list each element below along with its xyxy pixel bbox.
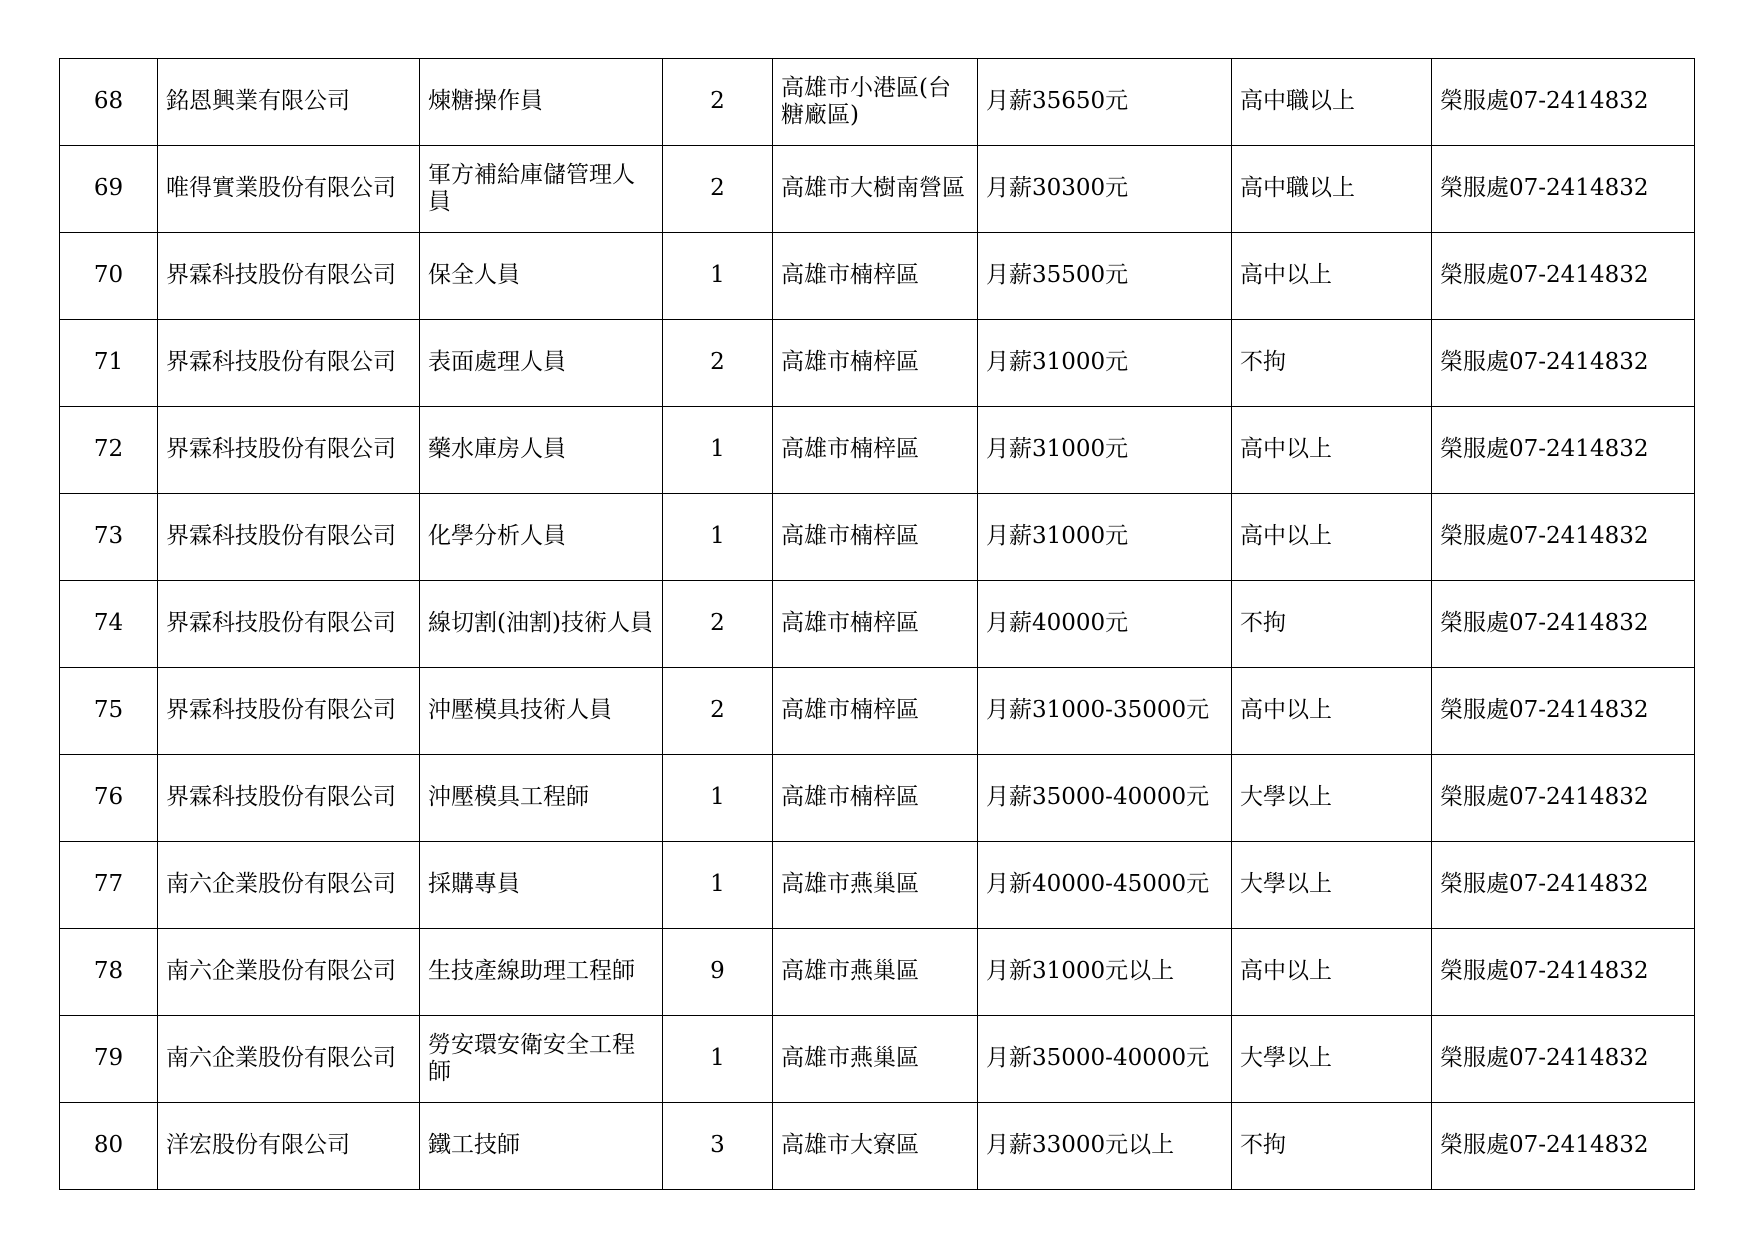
- cell-company-text: 界霖科技股份有限公司: [166, 262, 396, 289]
- cell-no: [60, 146, 158, 233]
- table-row: [60, 581, 1695, 668]
- cell-contact: [1432, 929, 1695, 1016]
- cell-area: [773, 1103, 978, 1190]
- cell-count-text: 2: [710, 697, 725, 724]
- cell-no: [60, 407, 158, 494]
- cell-salary: [978, 929, 1232, 1016]
- cell-company: [158, 842, 420, 929]
- cell-education-text: 高中以上: [1240, 697, 1332, 724]
- cell-company: [158, 581, 420, 668]
- cell-count-text: 2: [710, 349, 725, 376]
- cell-contact-text: 榮服處07-2414832: [1440, 88, 1649, 115]
- cell-company: [158, 1103, 420, 1190]
- cell-job-title: [420, 1016, 663, 1103]
- cell-area-text: 高雄市大寮區: [781, 1132, 919, 1159]
- cell-contact-text: 榮服處07-2414832: [1440, 1132, 1649, 1159]
- cell-no-text: 70: [93, 262, 124, 289]
- cell-no-text: 69: [93, 175, 124, 202]
- cell-job-title: [420, 494, 663, 581]
- cell-contact-text: 榮服處07-2414832: [1440, 436, 1649, 463]
- table-row: [60, 233, 1695, 320]
- cell-area: [773, 146, 978, 233]
- table-row: [60, 842, 1695, 929]
- cell-education: [1232, 842, 1432, 929]
- cell-area-text: 高雄市楠梓區: [781, 610, 919, 637]
- cell-area-text: 高雄市大樹南營區: [781, 175, 965, 202]
- cell-count: [663, 233, 773, 320]
- cell-company-text: 界霖科技股份有限公司: [166, 349, 396, 376]
- cell-contact: [1432, 581, 1695, 668]
- cell-company-text: 南六企業股份有限公司: [166, 871, 396, 898]
- table-row: [60, 407, 1695, 494]
- cell-salary-text: 月新31000元以上: [986, 958, 1175, 985]
- table-row: [60, 146, 1695, 233]
- cell-count-text: 1: [710, 1045, 725, 1072]
- cell-contact-text: 榮服處07-2414832: [1440, 523, 1649, 550]
- cell-salary: [978, 581, 1232, 668]
- cell-salary-text: 月薪40000元: [986, 610, 1129, 637]
- cell-salary-text: 月薪33000元以上: [986, 1132, 1175, 1159]
- cell-no: [60, 233, 158, 320]
- cell-count-text: 2: [710, 88, 725, 115]
- cell-no-text: 68: [93, 88, 124, 115]
- cell-job-title: [420, 59, 663, 146]
- cell-education-text: 大學以上: [1240, 784, 1332, 811]
- cell-contact: [1432, 668, 1695, 755]
- cell-education: [1232, 1103, 1432, 1190]
- cell-education: [1232, 146, 1432, 233]
- cell-education-text: 高中以上: [1240, 958, 1332, 985]
- cell-no: [60, 494, 158, 581]
- cell-contact-text: 榮服處07-2414832: [1440, 1045, 1649, 1072]
- cell-area: [773, 755, 978, 842]
- cell-job-title: [420, 233, 663, 320]
- cell-area-text: 高雄市楠梓區: [781, 697, 919, 724]
- cell-company: [158, 407, 420, 494]
- cell-salary: [978, 755, 1232, 842]
- cell-salary: [978, 407, 1232, 494]
- table-row: [60, 1016, 1695, 1103]
- cell-education: [1232, 407, 1432, 494]
- table-row: [60, 1103, 1695, 1190]
- cell-contact: [1432, 1103, 1695, 1190]
- cell-salary-text: 月薪35500元: [986, 262, 1129, 289]
- table-row: [60, 320, 1695, 407]
- cell-count-text: 2: [710, 610, 725, 637]
- job-listing-table-body: [60, 59, 1695, 1190]
- cell-education: [1232, 233, 1432, 320]
- cell-company: [158, 59, 420, 146]
- cell-area-text: 高雄市燕巢區: [781, 1045, 919, 1072]
- cell-no: [60, 668, 158, 755]
- cell-education: [1232, 494, 1432, 581]
- cell-education-text: 高中以上: [1240, 523, 1332, 550]
- cell-salary-text: 月薪31000-35000元: [986, 697, 1210, 724]
- cell-contact: [1432, 146, 1695, 233]
- cell-salary-text: 月薪31000元: [986, 523, 1129, 550]
- cell-contact: [1432, 233, 1695, 320]
- cell-count: [663, 146, 773, 233]
- cell-company: [158, 929, 420, 1016]
- cell-company: [158, 233, 420, 320]
- cell-salary-text: 月薪35650元: [986, 88, 1129, 115]
- cell-company-text: 界霖科技股份有限公司: [166, 436, 396, 463]
- cell-education-text: 高中職以上: [1240, 88, 1355, 115]
- cell-job-title-text: 鐵工技師: [428, 1132, 520, 1159]
- cell-no: [60, 929, 158, 1016]
- cell-education-text: 大學以上: [1240, 871, 1332, 898]
- cell-job-title: [420, 668, 663, 755]
- cell-contact-text: 榮服處07-2414832: [1440, 958, 1649, 985]
- cell-salary: [978, 59, 1232, 146]
- cell-education-text: 高中職以上: [1240, 175, 1355, 202]
- cell-area-text: 高雄市楠梓區: [781, 523, 919, 550]
- cell-count: [663, 1016, 773, 1103]
- cell-count: [663, 929, 773, 1016]
- cell-no: [60, 755, 158, 842]
- cell-count-text: 1: [710, 523, 725, 550]
- cell-count-text: 3: [710, 1132, 725, 1159]
- cell-no: [60, 320, 158, 407]
- cell-area: [773, 320, 978, 407]
- cell-education-text: 不拘: [1240, 349, 1286, 376]
- cell-salary: [978, 1103, 1232, 1190]
- cell-area-text: 高雄市楠梓區: [781, 436, 919, 463]
- cell-contact-text: 榮服處07-2414832: [1440, 784, 1649, 811]
- cell-salary: [978, 842, 1232, 929]
- cell-salary-text: 月薪30300元: [986, 175, 1129, 202]
- cell-job-title: [420, 842, 663, 929]
- cell-salary: [978, 320, 1232, 407]
- cell-contact: [1432, 842, 1695, 929]
- cell-company: [158, 494, 420, 581]
- cell-education: [1232, 320, 1432, 407]
- cell-salary: [978, 146, 1232, 233]
- cell-job-title-text: 生技產線助理工程師: [428, 958, 635, 985]
- cell-no: [60, 1103, 158, 1190]
- cell-area: [773, 494, 978, 581]
- cell-salary-text: 月新40000-45000元: [986, 871, 1210, 898]
- cell-area: [773, 407, 978, 494]
- cell-area: [773, 668, 978, 755]
- cell-job-title: [420, 581, 663, 668]
- cell-count: [663, 320, 773, 407]
- cell-contact: [1432, 1016, 1695, 1103]
- cell-no-text: 76: [93, 784, 124, 811]
- cell-job-title: [420, 755, 663, 842]
- cell-job-title: [420, 320, 663, 407]
- cell-job-title: [420, 146, 663, 233]
- cell-salary-text: 月薪31000元: [986, 436, 1129, 463]
- cell-salary: [978, 233, 1232, 320]
- cell-salary-text: 月薪31000元: [986, 349, 1129, 376]
- cell-company: [158, 755, 420, 842]
- cell-contact: [1432, 494, 1695, 581]
- cell-contact-text: 榮服處07-2414832: [1440, 262, 1649, 289]
- cell-company-text: 南六企業股份有限公司: [166, 958, 396, 985]
- cell-no: [60, 59, 158, 146]
- cell-education: [1232, 929, 1432, 1016]
- cell-contact: [1432, 320, 1695, 407]
- cell-contact-text: 榮服處07-2414832: [1440, 697, 1649, 724]
- cell-education-text: 高中以上: [1240, 436, 1332, 463]
- cell-job-title-text: 表面處理人員: [428, 349, 566, 376]
- cell-count: [663, 59, 773, 146]
- table-row: [60, 929, 1695, 1016]
- cell-education: [1232, 59, 1432, 146]
- cell-company: [158, 320, 420, 407]
- cell-count: [663, 494, 773, 581]
- cell-job-title-text: 煉糖操作員: [428, 88, 543, 115]
- cell-count: [663, 668, 773, 755]
- cell-job-title-text: 軍方補給庫儲管理人員: [428, 161, 635, 215]
- cell-count: [663, 581, 773, 668]
- cell-count: [663, 1103, 773, 1190]
- cell-contact-text: 榮服處07-2414832: [1440, 871, 1649, 898]
- cell-company: [158, 146, 420, 233]
- cell-job-title: [420, 407, 663, 494]
- cell-area-text: 高雄市燕巢區: [781, 958, 919, 985]
- cell-contact-text: 榮服處07-2414832: [1440, 175, 1649, 202]
- cell-job-title-text: 線切割(油割)技術人員: [428, 610, 653, 637]
- cell-area: [773, 929, 978, 1016]
- cell-salary: [978, 668, 1232, 755]
- cell-job-title-text: 沖壓模具技術人員: [428, 697, 612, 724]
- cell-contact: [1432, 59, 1695, 146]
- cell-contact: [1432, 407, 1695, 494]
- cell-job-title: [420, 1103, 663, 1190]
- cell-job-title-text: 勞安環安衛安全工程師: [428, 1031, 635, 1085]
- cell-no: [60, 581, 158, 668]
- cell-area-text: 高雄市楠梓區: [781, 784, 919, 811]
- cell-count-text: 1: [710, 262, 725, 289]
- cell-no-text: 79: [93, 1045, 124, 1072]
- cell-company-text: 界霖科技股份有限公司: [166, 523, 396, 550]
- cell-company-text: 界霖科技股份有限公司: [166, 610, 396, 637]
- cell-area: [773, 842, 978, 929]
- table-row: [60, 755, 1695, 842]
- cell-no: [60, 842, 158, 929]
- cell-area: [773, 1016, 978, 1103]
- cell-no-text: 78: [93, 958, 124, 985]
- cell-company-text: 洋宏股份有限公司: [166, 1132, 350, 1159]
- cell-company-text: 銘恩興業有限公司: [166, 88, 350, 115]
- cell-education: [1232, 668, 1432, 755]
- cell-no-text: 72: [93, 436, 124, 463]
- cell-area: [773, 233, 978, 320]
- cell-education-text: 不拘: [1240, 610, 1286, 637]
- cell-company-text: 界霖科技股份有限公司: [166, 697, 396, 724]
- cell-job-title-text: 保全人員: [428, 262, 520, 289]
- cell-area: [773, 59, 978, 146]
- cell-contact-text: 榮服處07-2414832: [1440, 610, 1649, 637]
- cell-count-text: 1: [710, 871, 725, 898]
- cell-job-title-text: 藥水庫房人員: [428, 436, 566, 463]
- cell-count: [663, 842, 773, 929]
- cell-no-text: 73: [93, 523, 124, 550]
- cell-area: [773, 581, 978, 668]
- cell-education-text: 不拘: [1240, 1132, 1286, 1159]
- cell-no: [60, 1016, 158, 1103]
- cell-company: [158, 1016, 420, 1103]
- cell-education: [1232, 1016, 1432, 1103]
- cell-count-text: 1: [710, 784, 725, 811]
- cell-company-text: 南六企業股份有限公司: [166, 1045, 396, 1072]
- cell-company-text: 界霖科技股份有限公司: [166, 784, 396, 811]
- cell-no-text: 71: [93, 349, 124, 376]
- cell-education: [1232, 755, 1432, 842]
- cell-salary-text: 月薪35000-40000元: [986, 784, 1210, 811]
- cell-area-text: 高雄市楠梓區: [781, 262, 919, 289]
- cell-education-text: 大學以上: [1240, 1045, 1332, 1072]
- cell-company: [158, 668, 420, 755]
- cell-salary: [978, 1016, 1232, 1103]
- cell-area-text: 高雄市燕巢區: [781, 871, 919, 898]
- cell-count-text: 1: [710, 436, 725, 463]
- cell-area-text: 高雄市楠梓區: [781, 349, 919, 376]
- cell-company-text: 唯得實業股份有限公司: [166, 175, 396, 202]
- cell-count-text: 2: [710, 175, 725, 202]
- cell-count: [663, 755, 773, 842]
- table-row: [60, 668, 1695, 755]
- cell-job-title-text: 化學分析人員: [428, 523, 566, 550]
- cell-job-title-text: 沖壓模具工程師: [428, 784, 589, 811]
- cell-salary-text: 月新35000-40000元: [986, 1045, 1210, 1072]
- cell-education: [1232, 581, 1432, 668]
- cell-contact: [1432, 755, 1695, 842]
- table-row: [60, 494, 1695, 581]
- cell-no-text: 75: [93, 697, 124, 724]
- cell-contact-text: 榮服處07-2414832: [1440, 349, 1649, 376]
- cell-no-text: 74: [93, 610, 124, 637]
- cell-area-text: 高雄市小港區(台糖廠區): [781, 74, 951, 128]
- cell-no-text: 77: [93, 871, 124, 898]
- cell-no-text: 80: [93, 1132, 124, 1159]
- cell-count: [663, 407, 773, 494]
- cell-job-title: [420, 929, 663, 1016]
- table-row: [60, 59, 1695, 146]
- job-listing-table: [59, 58, 1695, 1190]
- cell-job-title-text: 採購專員: [428, 871, 520, 898]
- cell-count-text: 9: [710, 958, 725, 985]
- cell-salary: [978, 494, 1232, 581]
- cell-education-text: 高中以上: [1240, 262, 1332, 289]
